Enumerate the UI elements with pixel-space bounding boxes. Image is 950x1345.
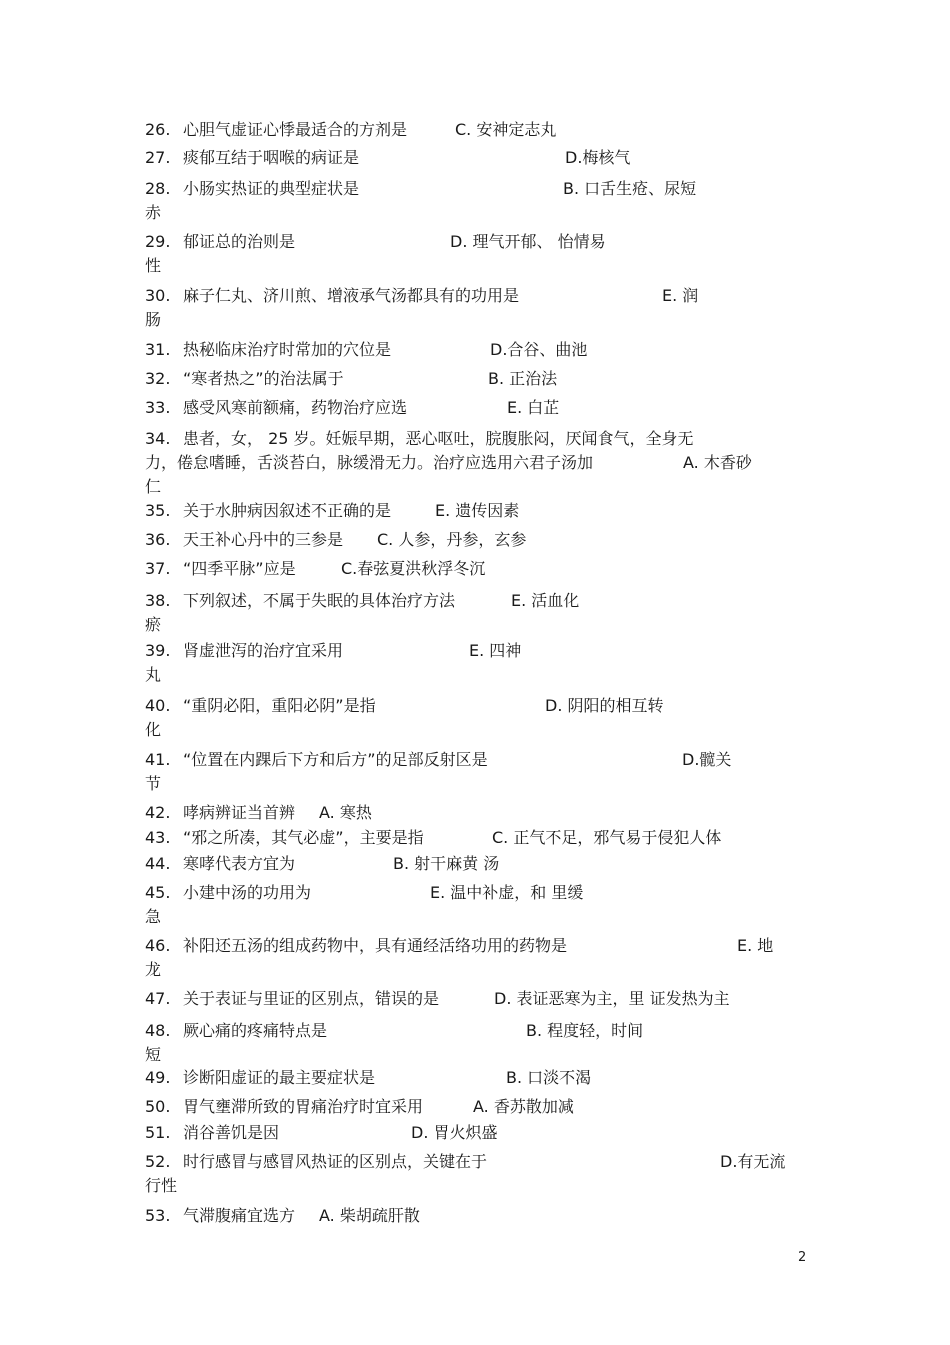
question-number: 37. xyxy=(145,559,171,578)
question-number: 38. xyxy=(145,591,171,610)
question-stem: 关于水肿病因叙述不正确的是 xyxy=(183,501,392,520)
question-48 xyxy=(145,1019,805,1067)
question-stem: 胃气壅滞所致的胃痛治疗时宜采用 xyxy=(183,1097,424,1116)
question-29 xyxy=(145,230,805,278)
question-answer: D. 表证恶寒为主，里 证发热为主 xyxy=(494,989,730,1008)
question-49 xyxy=(145,1066,805,1090)
question-number: 44. xyxy=(145,854,171,873)
question-answer: A. 柴胡疏肝散 xyxy=(319,1206,420,1225)
question-answer: A. 香苏散加减 xyxy=(473,1097,574,1116)
question-answer-continuation: 仁 xyxy=(145,477,162,496)
question-answer-continuation: 丸 xyxy=(145,665,162,684)
question-answer: A. 木香砂 xyxy=(683,453,752,472)
question-answer: E. 遗传因素 xyxy=(435,501,520,520)
question-31 xyxy=(145,338,805,362)
question-stem: “四季平脉”应是 xyxy=(183,559,296,578)
question-stem: “寒者热之”的治法属于 xyxy=(183,369,344,388)
question-51 xyxy=(145,1121,805,1145)
question-number: 53. xyxy=(145,1206,171,1225)
question-number: 36. xyxy=(145,530,171,549)
question-answer: B. 射干麻黄 汤 xyxy=(393,854,500,873)
question-stem: 时行感冒与感冒风热证的区别点，关键在于 xyxy=(183,1152,488,1171)
question-number: 33. xyxy=(145,398,171,417)
question-stem: 补阳还五汤的组成药物中，具有通经活络功用的药物是 xyxy=(183,936,568,955)
question-stem: 天王补心丹中的三参是 xyxy=(183,530,344,549)
question-answer-continuation: 瘀 xyxy=(145,615,162,634)
question-36 xyxy=(145,528,805,552)
question-answer: B. 程度轻，时间 xyxy=(526,1021,644,1040)
question-number: 43. xyxy=(145,828,171,847)
question-number: 31. xyxy=(145,340,171,359)
question-answer: B. 口淡不渴 xyxy=(506,1068,592,1087)
question-number: 27. xyxy=(145,148,171,167)
question-stem: 心胆气虚证心悸最适合的方剂是 xyxy=(183,120,408,139)
question-answer-continuation: 行性 xyxy=(145,1176,178,1195)
question-41 xyxy=(145,748,805,796)
question-45 xyxy=(145,881,805,929)
question-answer: E. 活血化 xyxy=(511,591,580,610)
question-number: 48. xyxy=(145,1021,171,1040)
question-stem: 热秘临床治疗时常加的穴位是 xyxy=(183,340,392,359)
question-stem: 厥心痛的疼痛特点是 xyxy=(183,1021,328,1040)
question-stem: 感受风寒前额痛，药物治疗应选 xyxy=(183,398,408,417)
question-stem: 痰郁互结于咽喉的病证是 xyxy=(183,148,360,167)
page-number: 2 xyxy=(798,1250,807,1265)
question-stem: “邪之所凑，其气必虚”，主要是指 xyxy=(183,828,424,847)
question-35 xyxy=(145,499,805,523)
question-answer-continuation: 肠 xyxy=(145,310,162,329)
question-stem: “重阴必阳，重阳必阴”是指 xyxy=(183,696,376,715)
question-52 xyxy=(145,1150,805,1198)
question-answer: D. 理气开郁、 怡情易 xyxy=(450,232,606,251)
question-answer: A. 寒热 xyxy=(319,803,372,822)
question-32 xyxy=(145,367,805,391)
question-number: 51. xyxy=(145,1123,171,1142)
question-number: 49. xyxy=(145,1068,171,1087)
question-26 xyxy=(145,118,805,142)
question-answer: C. 正气不足，邪气易于侵犯人体 xyxy=(492,828,722,847)
question-stem: 下列叙述，不属于失眠的具体治疗方法 xyxy=(183,591,456,610)
question-answer: D. 胃火炽盛 xyxy=(411,1123,498,1142)
question-answer: D.梅核气 xyxy=(565,148,631,167)
question-number: 28. xyxy=(145,179,171,198)
question-number: 47. xyxy=(145,989,171,1008)
question-28 xyxy=(145,177,805,225)
question-stem-line-2: 力，倦怠嗜睡，舌淡苔白，脉缓滑无力。治疗应选用六君子汤加 xyxy=(145,453,594,472)
question-53 xyxy=(145,1204,805,1228)
question-38 xyxy=(145,589,805,637)
question-stem: “位置在内踝后下方和后方”的足部反射区是 xyxy=(183,750,488,769)
question-answer: D. 阴阳的相互转 xyxy=(545,696,664,715)
question-answer-continuation: 急 xyxy=(145,907,162,926)
question-44 xyxy=(145,852,805,876)
question-47 xyxy=(145,987,805,1011)
question-stem: 小建中汤的功用为 xyxy=(183,883,312,902)
question-answer: D.髋关 xyxy=(682,750,732,769)
question-answer: E. 白芷 xyxy=(507,398,560,417)
question-42 xyxy=(145,801,805,825)
question-answer: E. 润 xyxy=(662,286,699,305)
question-number: 50. xyxy=(145,1097,171,1116)
question-40 xyxy=(145,694,805,742)
question-stem: 消谷善饥是因 xyxy=(183,1123,280,1142)
question-stem: 患者，女， 25 岁。妊娠早期，恶心呕吐，脘腹胀闷，厌闻食气，全身无 xyxy=(183,429,694,448)
question-number: 41. xyxy=(145,750,171,769)
question-stem: 寒哮代表方宜为 xyxy=(183,854,296,873)
question-43 xyxy=(145,826,805,850)
question-number: 42. xyxy=(145,803,171,822)
question-stem: 哮病辨证当首辨 xyxy=(183,803,296,822)
question-answer-continuation: 赤 xyxy=(145,203,162,222)
question-number: 34. xyxy=(145,429,171,448)
question-stem: 气滞腹痛宜选方 xyxy=(183,1206,296,1225)
question-34 xyxy=(145,427,805,499)
question-number: 39. xyxy=(145,641,171,660)
question-answer: E. 温中补虚，和 里缓 xyxy=(430,883,584,902)
question-answer-continuation: 龙 xyxy=(145,960,162,979)
question-37 xyxy=(145,557,805,581)
question-number: 29. xyxy=(145,232,171,251)
question-stem: 小肠实热证的典型症状是 xyxy=(183,179,360,198)
question-stem: 麻子仁丸、济川煎、增液承气汤都具有的功用是 xyxy=(183,286,520,305)
question-answer-continuation: 短 xyxy=(145,1045,162,1064)
question-answer: B. 正治法 xyxy=(488,369,558,388)
question-number: 30. xyxy=(145,286,171,305)
question-answer: E. 地 xyxy=(737,936,774,955)
question-46 xyxy=(145,934,805,982)
question-answer-continuation: 性 xyxy=(145,256,162,275)
question-number: 26. xyxy=(145,120,171,139)
question-stem: 肾虚泄泻的治疗宜采用 xyxy=(183,641,344,660)
question-number: 40. xyxy=(145,696,171,715)
question-50 xyxy=(145,1095,805,1119)
question-answer: D.合谷、曲池 xyxy=(490,340,588,359)
question-39 xyxy=(145,639,805,687)
question-30 xyxy=(145,284,805,332)
question-answer: C. 人参，丹参，玄参 xyxy=(377,530,527,549)
question-number: 52. xyxy=(145,1152,171,1171)
question-answer: C.春弦夏洪秋浮冬沉 xyxy=(341,559,486,578)
question-answer: E. 四神 xyxy=(469,641,522,660)
question-stem: 郁证总的治则是 xyxy=(183,232,296,251)
question-answer: B. 口舌生疮、尿短 xyxy=(563,179,697,198)
question-number: 35. xyxy=(145,501,171,520)
question-33 xyxy=(145,396,805,420)
question-answer-continuation: 化 xyxy=(145,720,162,739)
question-number: 32. xyxy=(145,369,171,388)
question-answer-continuation: 节 xyxy=(145,774,162,793)
question-answer: D.有无流 xyxy=(720,1152,786,1171)
question-number: 46. xyxy=(145,936,171,955)
question-stem: 关于表证与里证的区别点，错误的是 xyxy=(183,989,440,1008)
question-27 xyxy=(145,146,805,170)
question-number: 45. xyxy=(145,883,171,902)
question-stem: 诊断阳虚证的最主要症状是 xyxy=(183,1068,376,1087)
question-answer: C. 安神定志丸 xyxy=(455,120,557,139)
